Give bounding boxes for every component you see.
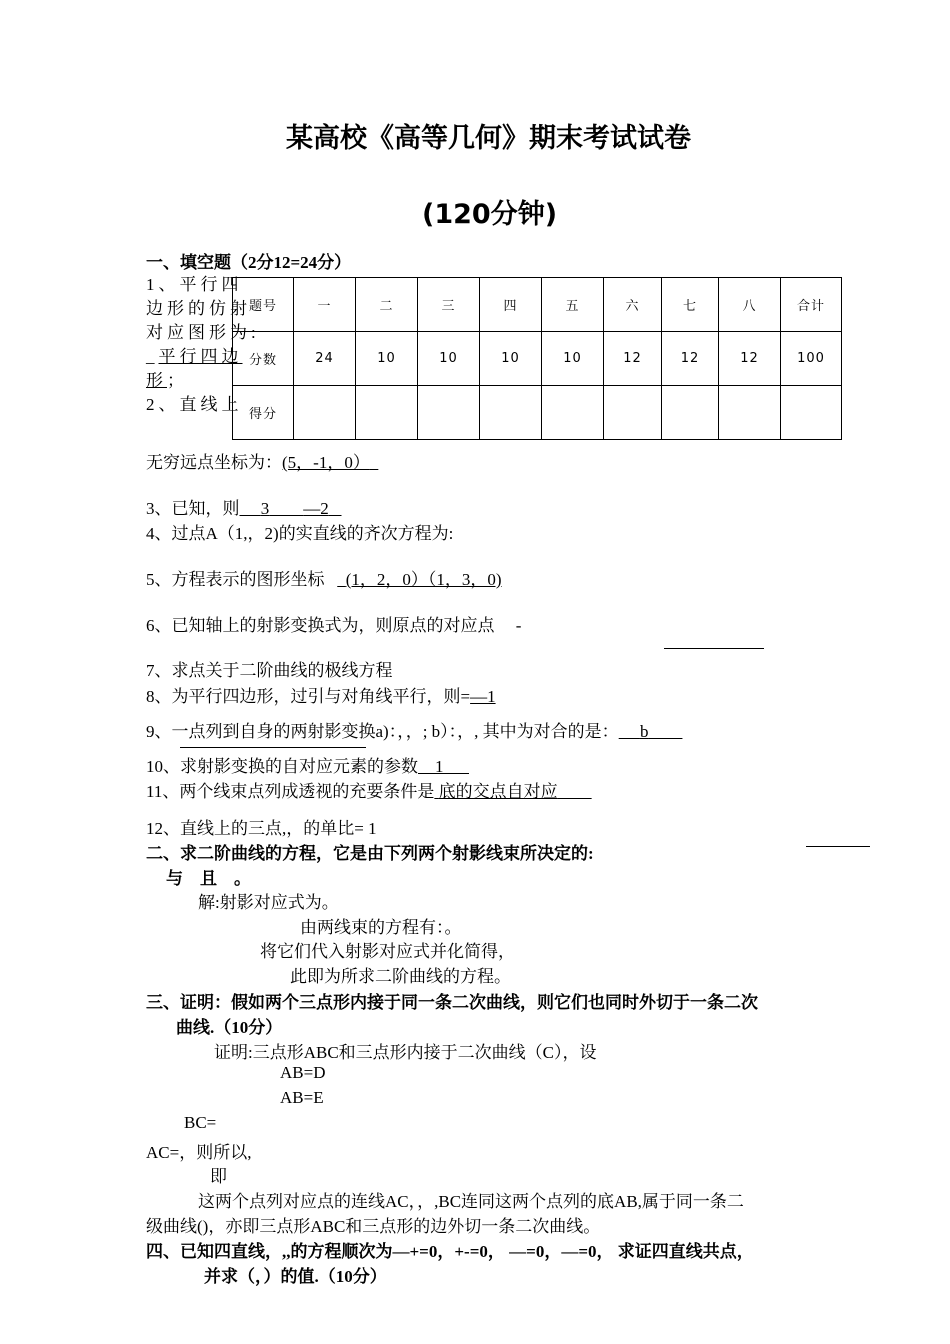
question-10: 10、求射影变换的自对应元素的参数 1 bbox=[146, 757, 444, 776]
score-entry-cell[interactable] bbox=[418, 386, 480, 440]
answer-blank-line bbox=[664, 648, 764, 649]
question-9-answer: b bbox=[639, 722, 649, 741]
section1-heading: 一、填空题（2分12=24分） bbox=[146, 253, 352, 272]
question-5-answer: (1，2，0）（1，3，0) bbox=[345, 570, 502, 589]
table-cell: 得分 bbox=[233, 386, 294, 440]
score-entry-cell[interactable] bbox=[294, 386, 356, 440]
table-cell: 12 bbox=[662, 332, 719, 386]
score-table-header-row bbox=[233, 278, 842, 332]
question-1-line3: 对应图形为: bbox=[146, 323, 260, 342]
score-table-earned-row bbox=[233, 386, 842, 440]
section4-heading: 四、已知四直线，,,的方程顺次为—+=0，+-=0， —=0，—=0， 求证四直线共点， bbox=[146, 1242, 754, 1261]
score-entry-cell[interactable] bbox=[604, 386, 662, 440]
question-3-answer-b: —2 bbox=[303, 499, 329, 518]
section2-solution-2: 由两线束的方程有：。 bbox=[300, 918, 462, 937]
question-6-answer: - bbox=[515, 616, 522, 635]
question-4: 4、过点A（1,，2)的实直线的齐次方程为: bbox=[146, 524, 454, 543]
answer-blank-line bbox=[806, 846, 870, 847]
question-8: 8、为平行四边形，过引与对角线平行，则=—1 bbox=[146, 687, 496, 706]
table-cell: 10 bbox=[542, 332, 604, 386]
table-cell: 七 bbox=[662, 278, 719, 332]
question-8-answer: —1 bbox=[470, 687, 496, 706]
question-11: 11、两个线束点列成透视的充要条件是 底的交点自对应 bbox=[146, 782, 558, 801]
question-1 bbox=[146, 273, 260, 417]
question-6: 6、已知轴上的射影变换式为，则原点的对应点 - bbox=[146, 616, 522, 635]
question-1-answer-line: _平行四边 bbox=[146, 347, 243, 366]
question-1-line1: 1、平行四 bbox=[146, 275, 243, 294]
section3-proof-8: 级曲线()，亦即三点形ABC和三点形的边外切一条二次曲线。 bbox=[146, 1217, 601, 1236]
table-cell: 八 bbox=[719, 278, 781, 332]
section2-solution-4: 此即为所求二阶曲线的方程。 bbox=[290, 967, 511, 986]
table-cell: 10 bbox=[418, 332, 480, 386]
section3-proof-1: 证明:三点形ABC和三点形内接于二次曲线（C），设 bbox=[214, 1043, 597, 1062]
question-7: 7、求点关于二阶曲线的极线方程 bbox=[146, 661, 393, 680]
question-10-answer: 1 bbox=[435, 757, 444, 776]
question-2-answer: (5，-1，0） bbox=[282, 453, 370, 472]
score-entry-cell[interactable] bbox=[356, 386, 418, 440]
table-cell: 合计 bbox=[781, 278, 842, 332]
table-cell: 五 bbox=[542, 278, 604, 332]
question-2-line1: 2、直线上 bbox=[146, 395, 243, 414]
score-table-points-row bbox=[233, 332, 842, 386]
page-subtitle: (120分钟) bbox=[422, 199, 558, 230]
score-entry-cell[interactable] bbox=[781, 386, 842, 440]
table-cell: 分数 bbox=[233, 332, 294, 386]
table-cell: 10 bbox=[480, 332, 542, 386]
question-1-answer: 平行四边 bbox=[158, 347, 243, 366]
section2-heading: 二、求二阶曲线的方程，它是由下列两个射影线束所决定的: bbox=[146, 844, 594, 863]
score-entry-cell[interactable] bbox=[542, 386, 604, 440]
score-entry-cell[interactable] bbox=[480, 386, 542, 440]
section3-proof-4: BC= bbox=[184, 1113, 217, 1132]
table-cell: 二 bbox=[356, 278, 418, 332]
table-cell: 四 bbox=[480, 278, 542, 332]
section4-heading-cont: 并求（，）的值.（10分） bbox=[204, 1267, 387, 1286]
question-11-answer: 底的交点自对应 bbox=[438, 782, 558, 801]
section3-heading-cont: 曲线.（10分） bbox=[176, 1018, 283, 1037]
table-cell: 10 bbox=[356, 332, 418, 386]
question-1-answer-line2: 形； bbox=[146, 371, 188, 390]
page-title: 某高校《高等几何》期末考试试卷 bbox=[286, 123, 691, 154]
score-entry-cell[interactable] bbox=[662, 386, 719, 440]
section3-proof-7: 这两个点列对应点的连线AC，，,BC连同这两个点列的底AB,属于同一条二 bbox=[198, 1192, 744, 1211]
question-5: 5、方程表示的图形坐标 (1，2，0）（1，3，0) bbox=[146, 570, 502, 589]
section2-solution-3: 将它们代入射影对应式并化简得， bbox=[260, 942, 515, 961]
table-cell: 一 bbox=[294, 278, 356, 332]
score-entry-cell[interactable] bbox=[719, 386, 781, 440]
question-9: 9、一点列到自身的两射影变换a)：，，; b）：，, 其中为对合的是： b bbox=[146, 722, 649, 741]
section3-proof-5: AC=，则所以, bbox=[146, 1143, 252, 1162]
answer-blank-line bbox=[180, 747, 366, 748]
section2-sub: 与 且 。 bbox=[166, 869, 251, 888]
table-cell: 12 bbox=[604, 332, 662, 386]
table-cell: 12 bbox=[719, 332, 781, 386]
section3-proof-2: AB=D bbox=[280, 1063, 326, 1082]
table-cell: 六 bbox=[604, 278, 662, 332]
question-3: 3、已知，则 3 —2 bbox=[146, 499, 329, 518]
score-table bbox=[232, 277, 842, 440]
question-12: 12、直线上的三点,，的单比= 1 bbox=[146, 819, 377, 838]
section3-heading: 三、证明：假如两个三点形内接于同一条二次曲线，则它们也同时外切于一条二次 bbox=[146, 993, 758, 1012]
section2-solution-1: 解:射影对应式为。 bbox=[198, 893, 339, 912]
table-cell: 题号 bbox=[233, 278, 294, 332]
table-cell: 三 bbox=[418, 278, 480, 332]
question-2: 无穷远点坐标为：(5，-1，0） bbox=[146, 453, 370, 472]
section3-proof-6: 即 bbox=[210, 1167, 227, 1186]
table-cell: 100 bbox=[781, 332, 842, 386]
question-3-answer-a: 3 bbox=[260, 499, 270, 518]
section3-proof-3: AB=E bbox=[280, 1088, 324, 1107]
table-cell: 24 bbox=[294, 332, 356, 386]
question-1-line2: 边形的仿射 bbox=[146, 299, 251, 318]
